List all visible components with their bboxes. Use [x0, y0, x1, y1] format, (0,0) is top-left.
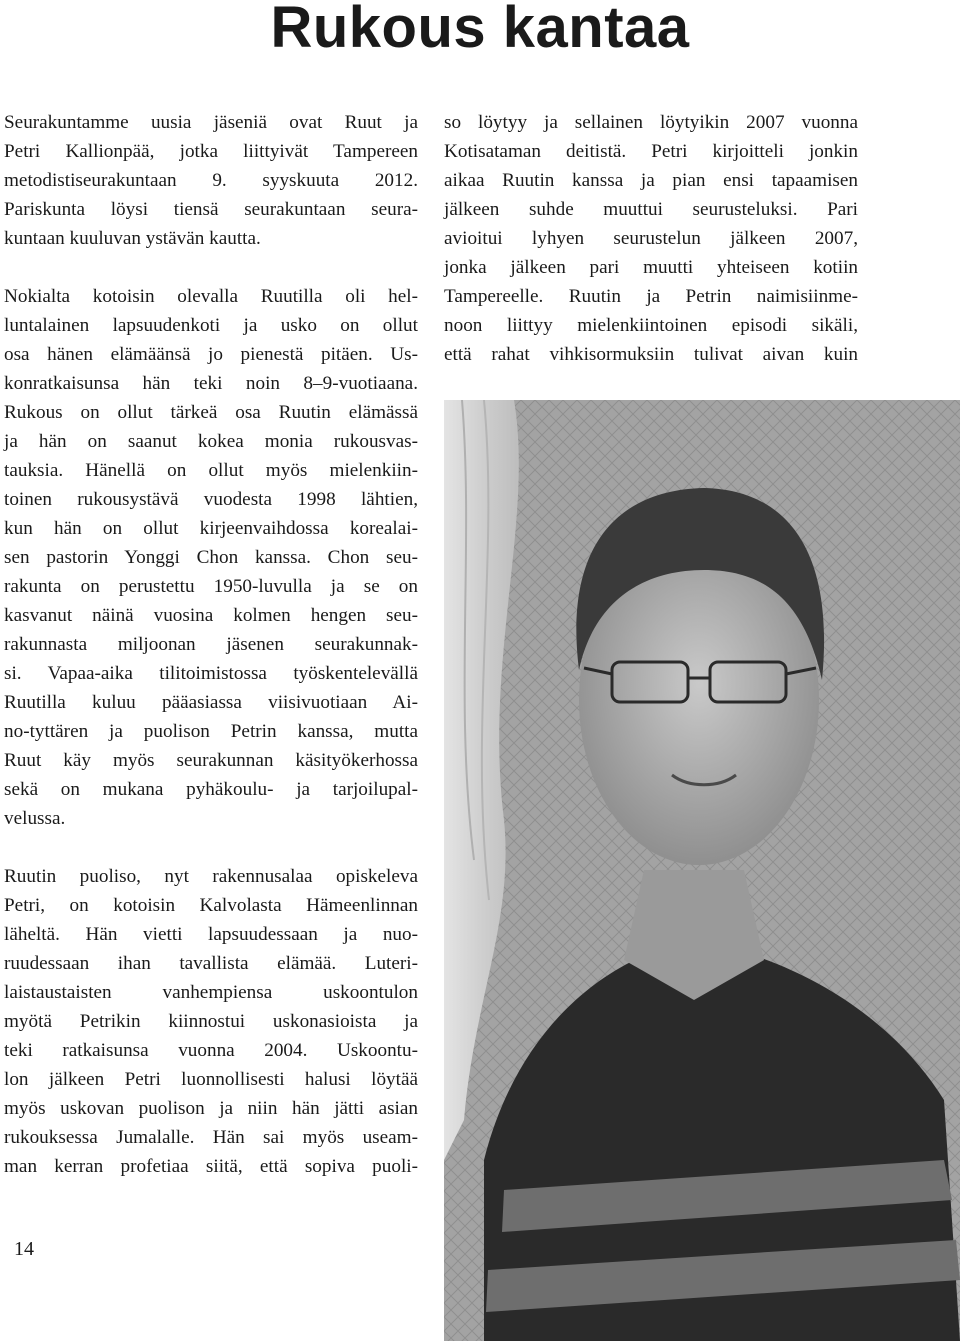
text-line: rakunta on perustettu 1950-luvulla ja se on [4, 576, 418, 597]
text-line: so löytyy ja sellainen löytyikin 2007 vuonna [444, 112, 858, 133]
text-line: aikaa Ruutin kanssa ja pian ensi tapaamisen [444, 170, 858, 191]
text-line: Kotisataman deitistä. Petri kirjoitteli jonkin [444, 141, 858, 162]
text-line: rakunnasta miljoonan jäsenen seurakunnak- [4, 634, 418, 655]
page-title: Rukous kantaa [270, 0, 690, 60]
text-line: tauksia. Hänellä on ollut myös mielenkiin- [4, 460, 418, 481]
text-line: no-tyttären ja puolison Petrin kanssa, mutta [4, 721, 418, 742]
text-line: Seurakuntamme uusia jäseniä ovat Ruut ja [4, 112, 418, 133]
page-number: 14 [14, 1238, 34, 1260]
text-line: että rahat vihkisormuksiin tulivat aivan kuin [444, 344, 858, 365]
right-text-column [444, 108, 858, 369]
text-line: ja hän on saanut kokea monia rukousvas- [4, 431, 418, 452]
text-line: avioitui lyhyen seurustelun jälkeen 2007, [444, 228, 858, 249]
paragraph-petri [4, 862, 418, 1181]
text-line: kasvanut näinä vuosina kolmen hengen seu- [4, 605, 418, 626]
text-line: noon liittyy mielenkiintoinen episodi sikäli, [444, 315, 858, 336]
text-line: kun hän on ollut kirjeenvaihdossa korealai- [4, 518, 418, 539]
text-line: läheltä. Hän vietti lapsuudessaan ja nuo- [4, 924, 418, 945]
text-line: jälkeen suhde muuttui seurusteluksi. Pari [444, 199, 858, 220]
text-line: lon jälkeen Petri luonnollisesti halusi löytää [4, 1069, 418, 1090]
paragraph-intro [4, 108, 418, 253]
text-line: metodistiseurakuntaan 9. syyskuuta 2012. [4, 170, 418, 191]
text-line: Ruutilla kuluu pääasiassa viisivuotiaan Ai- [4, 692, 418, 713]
text-line: si. Vapaa-aika tilitoimistossa työskentelevällä [4, 663, 418, 684]
text-line: konratkaisunsa hän teki noin 8–9-vuotiaana. [4, 373, 418, 394]
text-line: Petri Kallionpää, jotka liittyivät Tampereen [4, 141, 418, 162]
text-line: Ruut käy myös seurakunnan käsityökerhossa [4, 750, 418, 771]
text-line: velussa. [4, 808, 66, 829]
text-line: jonka jälkeen pari muutti yhteiseen kotiin [444, 257, 858, 278]
text-line: Petri, on kotoisin Kalvolasta Hämeenlinnan [4, 895, 418, 916]
portrait-illustration [444, 400, 960, 1341]
text-line: Pariskunta löysi tiensä seurakuntaan seura- [4, 199, 418, 220]
text-line: Rukous on ollut tärkeä osa Ruutin elämässä [4, 402, 418, 423]
text-line: teki ratkaisunsa vuonna 2004. Uskoontu- [4, 1040, 418, 1061]
text-line: myötä Petrikin kiinnostui uskonasioista ja [4, 1011, 418, 1032]
text-line: toinen rukousystävä vuodesta 1998 lähtien, [4, 489, 418, 510]
text-line: sekä on mukana pyhäkoulu- ja tarjoilupal- [4, 779, 418, 800]
text-line: laistaustaisten vanhempiensa uskoontulon [4, 982, 418, 1003]
left-text-column [4, 108, 418, 1181]
text-line: Tampereelle. Ruutin ja Petrin naimisiinme- [444, 286, 858, 307]
paragraph-ruut [4, 282, 418, 833]
text-line: Ruutin puoliso, nyt rakennusalaa opiskeleva [4, 866, 418, 887]
text-line: osa hänen elämäänsä jo pienestä pitäen. Us- [4, 344, 418, 365]
text-line: myös uskovan puolison ja niin hän jätti asian [4, 1098, 418, 1119]
text-line: rukouksessa Jumalalle. Hän sai myös useam- [4, 1127, 418, 1148]
text-line: Nokialta kotoisin olevalla Ruutilla oli hel- [4, 286, 418, 307]
text-line: ruudessaan ihan tavallista elämää. Luteri- [4, 953, 418, 974]
text-line: luntalainen lapsuudenkoti ja usko on ollut [4, 315, 418, 336]
text-line: kuntaan kuuluvan ystävän kautta. [4, 228, 261, 249]
text-line: man kerran profetiaa siitä, että sopiva puoli- [4, 1156, 418, 1177]
portrait-photo [444, 400, 960, 1341]
text-line: sen pastorin Yonggi Chon kanssa. Chon seu- [4, 547, 418, 568]
